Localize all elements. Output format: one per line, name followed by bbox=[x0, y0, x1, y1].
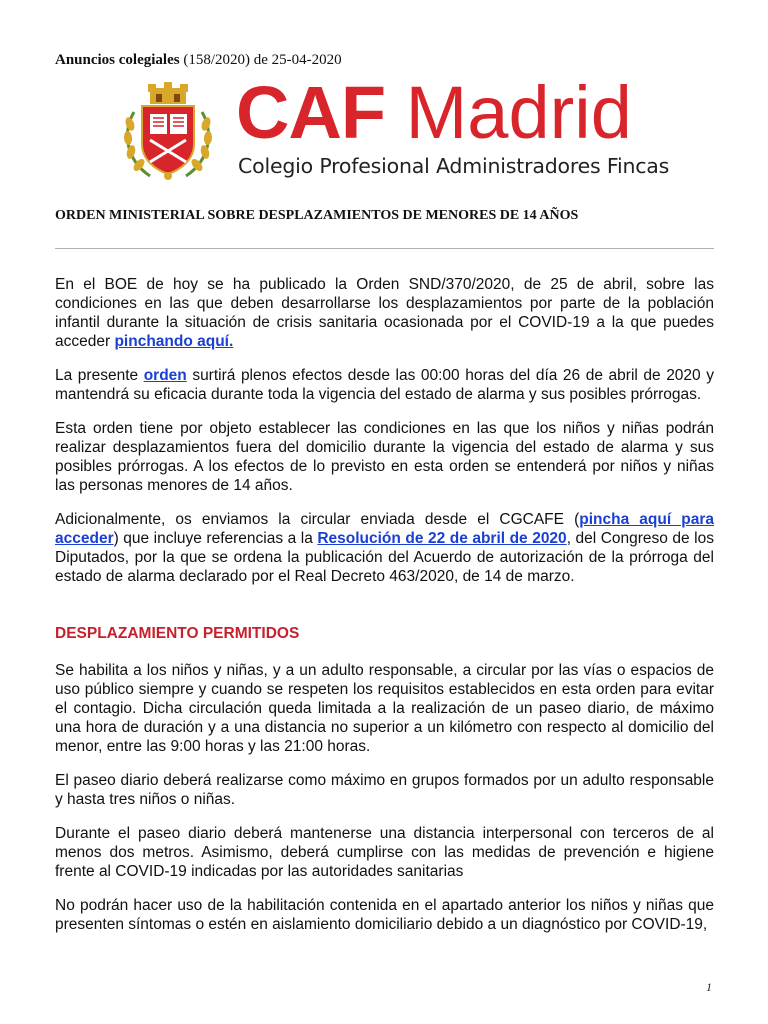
paragraph-distance: Durante el paseo diario deberá mantenerse una distancia interpersonal con terceros de al menos dos metros. Asimismo, deberá cumplirse con las medidas de prevención e higiene frente al COVID-19 indicadas por las autoridades sanitarias bbox=[55, 825, 714, 880]
paragraph-circular bbox=[55, 510, 714, 586]
paragraph-text: surtirá plenos efectos desde las 00:00 horas del día 26 de abril de 2020 y mantendrá su eficacia durante toda la vigencia del estado de alarma y sus posibles prórrogas. bbox=[55, 367, 714, 403]
section-heading: DESPLAZAMIENTO PERMITIDOS bbox=[55, 625, 300, 642]
paragraph-groups: El paseo diario deberá realizarse como máximo en grupos formados por un adulto responsable y hasta tres niños o niñas. bbox=[55, 772, 714, 808]
paragraph-effect bbox=[55, 366, 714, 404]
announcement-label: Anuncios colegiales bbox=[55, 52, 180, 68]
boe-link[interactable]: pinchando aquí. bbox=[114, 333, 234, 350]
brand-caf: CAF bbox=[236, 71, 386, 154]
paragraph-permitted: Se habilita a los niños y niñas, y a un adulto responsable, a circular por las vías o espacios de uso público siempre y cuando se respeten los requisitos establecidos en esta orden para evitar el contagio. Dicha circulación queda limitada a la realización de un paseo diario, de máximo una hora de duración y a una distancia no superior a un kilómetro con respecto al domicilio del menor, entre las 9:00 horas y las 21:00 horas. bbox=[55, 662, 714, 755]
coat-of-arms-icon bbox=[120, 82, 216, 182]
circular-link[interactable]: pincha aquí para acceder bbox=[55, 511, 715, 547]
brand-tagline: Colegio Profesional Administradores Fincas bbox=[238, 154, 670, 178]
caf-madrid-logo bbox=[120, 71, 670, 185]
announcement-ref: (158/2020) de 25-04-2020 bbox=[179, 52, 342, 68]
document-body bbox=[55, 275, 714, 949]
document-title: ORDEN MINISTERIAL SOBRE DESPLAZAMIENTOS DE MENORES DE 14 AÑOS bbox=[55, 208, 579, 223]
paragraph-objective: Esta orden tiene por objeto establecer las condiciones en las que los niños y niñas podrán realizar desplazamientos fuera del domicilio durante la vigencia del estado de alarma y sus posibles prórrogas. A los efectos de lo previsto en esta orden se entenderá por niños y niñas las personas menores de 14 años. bbox=[55, 420, 714, 494]
resolution-link[interactable]: Resolución de 22 de abril de 2020 bbox=[317, 530, 567, 547]
paragraph-text: Adicionalmente, os enviamos la circular enviada desde el CGCAFE ( bbox=[55, 511, 580, 528]
brand-madrid: Madrid bbox=[385, 71, 632, 154]
paragraph-exclusions: No podrán hacer uso de la habilitación contenida en el apartado anterior los niños y niñas que presenten síntomas o estén en aislamiento domiciliario debido a un diagnóstico por COVID-19, bbox=[55, 897, 714, 933]
paragraph-text: La presente bbox=[55, 367, 144, 384]
paragraph-text: ) que incluye referencias a la bbox=[113, 530, 318, 547]
page-number: 1 bbox=[706, 980, 712, 994]
divider bbox=[55, 248, 714, 249]
paragraph-intro bbox=[55, 275, 714, 351]
brand-name bbox=[236, 71, 632, 154]
announcement-header bbox=[55, 52, 342, 69]
orden-link[interactable]: orden bbox=[143, 367, 187, 384]
paragraph-text: , del Congreso de los Diputados, por la que se ordena la publicación del Acuerdo de autorización de la prórroga del estado de alarma declarado por el Real Decreto 463/2020, de 14 de marzo. bbox=[55, 530, 714, 585]
paragraph-text: En el BOE de hoy se ha publicado la Orden SND/370/2020, de 25 de abril, sobre las condiciones en las que deben desarrollarse los desplazamientos por parte de la población infantil durante la situación de crisis sanitaria ocasionada por el COVID-19 a la que puedes acceder bbox=[55, 276, 714, 350]
